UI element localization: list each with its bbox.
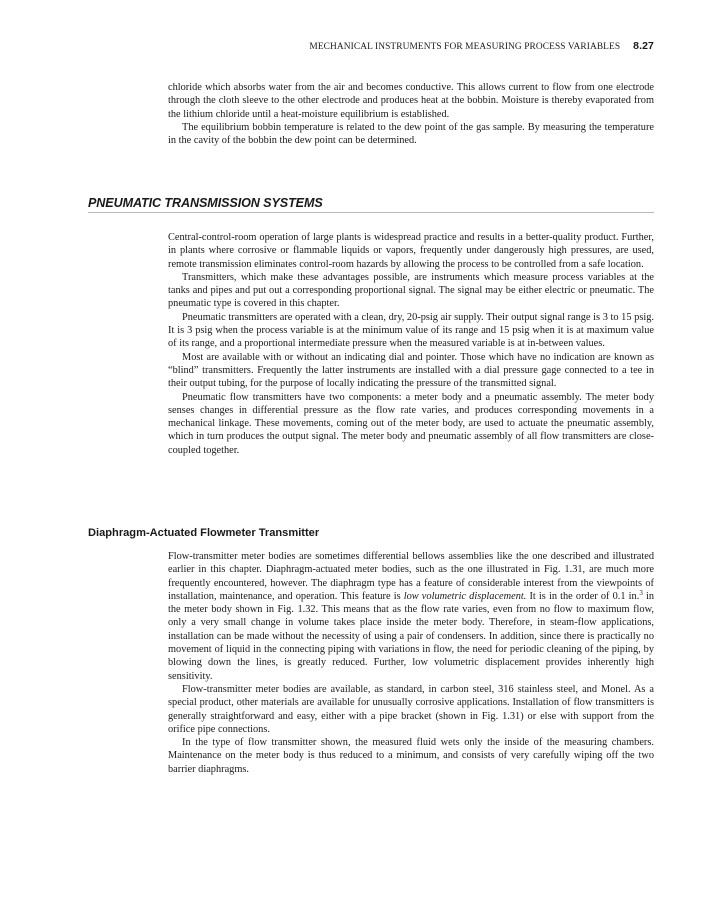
paragraph: chloride which absorbs water from the air and becomes conductive. This allows current to flow from one electrode through the cloth sleeve to the other electrode and produces heat at the bobbin. Moisture is thereby evaporated from the lithium chloride until a heat-moisture equilibrium is established. [168, 82, 654, 120]
subsection-heading: Diaphragm-Actuated Flowmeter Transmitter [88, 527, 320, 539]
running-title: MECHANICAL INSTRUMENTS FOR MEASURING PROCESS VARIABLES [309, 42, 621, 52]
intro-text-block [168, 81, 654, 147]
paragraph: In the type of flow transmitter shown, the measured fluid wets only the inside of the measuring chambers. Maintenance on the meter body is thus reduced to a minimum, and consists of very carefully wiping off the two barrier diaphragms. [168, 737, 654, 775]
text-run: It is in the order of 0.1 in. [526, 590, 640, 602]
paragraph [168, 550, 654, 683]
paragraph: Central-control-room operation of large plants is widespread practice and results in a better-quality product. Further, in plants where corrosive or flammable liquids or vapors, frequently under dangerously high pressures, are used, remote transmission eliminates control-room hazards by allowing the process to be controlled from a safe location. [168, 232, 654, 270]
running-header [168, 40, 654, 52]
section-text-block [168, 231, 654, 457]
paragraph: The equilibrium bobbin temperature is related to the dew point of the gas sample. By measuring the temperature in the cavity of the bobbin the dew point can be determined. [168, 121, 654, 147]
paragraph: Pneumatic transmitters are operated with a clean, dry, 20-psig air supply. Their output signal range is 3 to 15 psig. It is 3 psig when the process variable is at the minimum value of its range and 15 psig when it is at maximum value of its range, and a proportional intermediate pressure when the measured variable is at in-between values. [168, 311, 654, 350]
text-run: Flow-transmitter meter bodies are sometimes differential bellows assemblies like the one described and illustrated earlier in this chapter. Diaphragm-actuated meter bodies, such as the one illustrated in Fig. 1.31, are much more frequently encountered, however. The diaphragm type has a feature of considerable interest from the viewpoints of installation, maintenance, and operation. This feature is [168, 551, 654, 602]
paragraph: Flow-transmitter meter bodies are available, as standard, in carbon steel, 316 stainless steel, and Monel. As a special product, other materials are available for unusually corrosive applications. Installation of flow transmitters is generally straightforward and easy, either with a pipe bracket (shown in Fig. 1.31) or else with support from the orifice pipe connections. [168, 683, 654, 735]
paragraph: Most are available with or without an indicating dial and pointer. Those which have no indication are known as “blind” transmitters. Frequently the latter instruments are installed with a dial pressure gage connected to a tee in their output tubing, for the purpose of locally indicating the pressure of the transmitted signal. [168, 351, 654, 390]
text-run: in the meter body shown in Fig. 1.32. This means that as the flow rate varies, even from no flow to maximum flow, only a very small change in volume takes place inside the meter body. Therefore, in steam-flow applications, installation can be made without the necessity of using a pair of condensers. In addition, since there is practically no movement of liquid in the connecting piping with variations in flow, the need for periodic cleaning of the piping, by blowing down the lines, is greatly reduced. Further, low volumetric displacement provides inherently high sensitivity. [168, 590, 654, 682]
subsection-text-block [168, 550, 654, 776]
emphasized-term: low volumetric displacement. [403, 590, 527, 602]
superscript: 3 [639, 588, 643, 597]
page-number: 8.27 [633, 40, 654, 52]
paragraph: Pneumatic flow transmitters have two components: a meter body and a pneumatic assembly. The meter body senses changes in differential pressure as the flow rate varies, and produces corresponding movements in a mechanical linkage. These movements, coming out of the meter body, are used to actuate the pneumatic assembly, which in turn produces the output signal. The meter body and pneumatic assembly of all flow transmitters are close-coupled together. [168, 391, 654, 456]
section-heading: PNEUMATIC TRANSMISSION SYSTEMS [88, 196, 654, 213]
paragraph: Transmitters, which make these advantages possible, are instruments which measure process variables at the tanks and pipes and put out a corresponding proportional signal. The signal may be either electric or pneumatic. The pneumatic type is covered in this chapter. [168, 271, 654, 310]
